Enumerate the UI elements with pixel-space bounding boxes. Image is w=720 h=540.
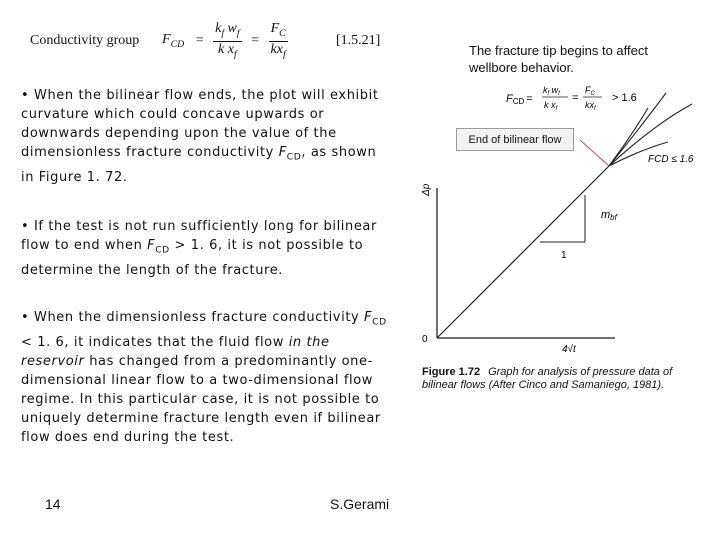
author-name: S.Gerami [330, 496, 390, 512]
bilinear-end-connector [580, 140, 609, 166]
figure-caption [422, 366, 692, 392]
fraction-fc-kxf: $\frac{F_C}{kx_f}$ [270, 21, 286, 60]
equals-sign: = [195, 33, 204, 49]
unit-run-label: 1 [561, 250, 567, 261]
figure-caption-text: Graph for analysis of pressure data of bilinear flows (After Cinco and Samaniego, 1981). [422, 366, 673, 391]
upper-label-kxf: $kx_f$ [585, 100, 596, 112]
figure-number: Figure 1.72 [422, 366, 481, 378]
y-axis-label: Δp [421, 183, 432, 196]
conductivity-group-label: Conductivity group [30, 33, 140, 48]
equation-number: [1.5.21] [336, 33, 381, 48]
bullet-test-length: • If the test is not run sufficiently long for bilinear flow to end when $F_{CD} > 1$. 6, it is not possible to determine the length of the fracture. [21, 219, 377, 278]
fraction-kfwf-kxf: $\frac{k_f w_f}{k x_f}$ [215, 21, 240, 60]
equals-sign-2: = [251, 33, 260, 49]
upper-label-fc: $F_C$ [585, 85, 595, 97]
fracture-tip-note: The fracture tip begins to affect wellbore behavior. [469, 43, 648, 75]
origin-label: 0 [422, 334, 428, 345]
lower-curve-label: FCD ≤ 1.6 [648, 154, 694, 165]
bilinear-line [437, 166, 609, 338]
page-number: 14 [45, 496, 61, 512]
upper-label-fraction-den: k $x_f$ [544, 100, 558, 112]
end-of-bilinear-flow-box: End of bilinear flow [456, 128, 574, 151]
fcd-symbol: $F_{CD}$ [162, 32, 185, 51]
upper-curve-label: FCD = [506, 93, 533, 106]
bullet-bilinear-end: • When the bilinear flow ends, the plot will exhibit curvature which could concave upwards or downwards depending upon the value of the dimensionless fracture conductivity $F_{CD}$, as shown in Figure 1. 72. [21, 88, 379, 185]
upper-label-eq-2: = [572, 92, 579, 104]
bullet-low-conductivity: • When the dimensionless fracture conductivity $F_{CD} < 1$. 6, it indicates that the fluid flow in the reservoir has changed from a predominantly one-dimensional linear flow to a two-dimensional flow regime. In this particular case, it is not possible to uniquely determine fracture length even if bilinear flow does end during the test. [21, 310, 387, 445]
upper-curve-relation: > 1.6 [612, 92, 637, 104]
x-axis-label: 4√t [562, 344, 576, 355]
slope-label: mbf [601, 209, 617, 222]
upper-label-fraction: $k_f$ $w_f$ [543, 85, 560, 97]
